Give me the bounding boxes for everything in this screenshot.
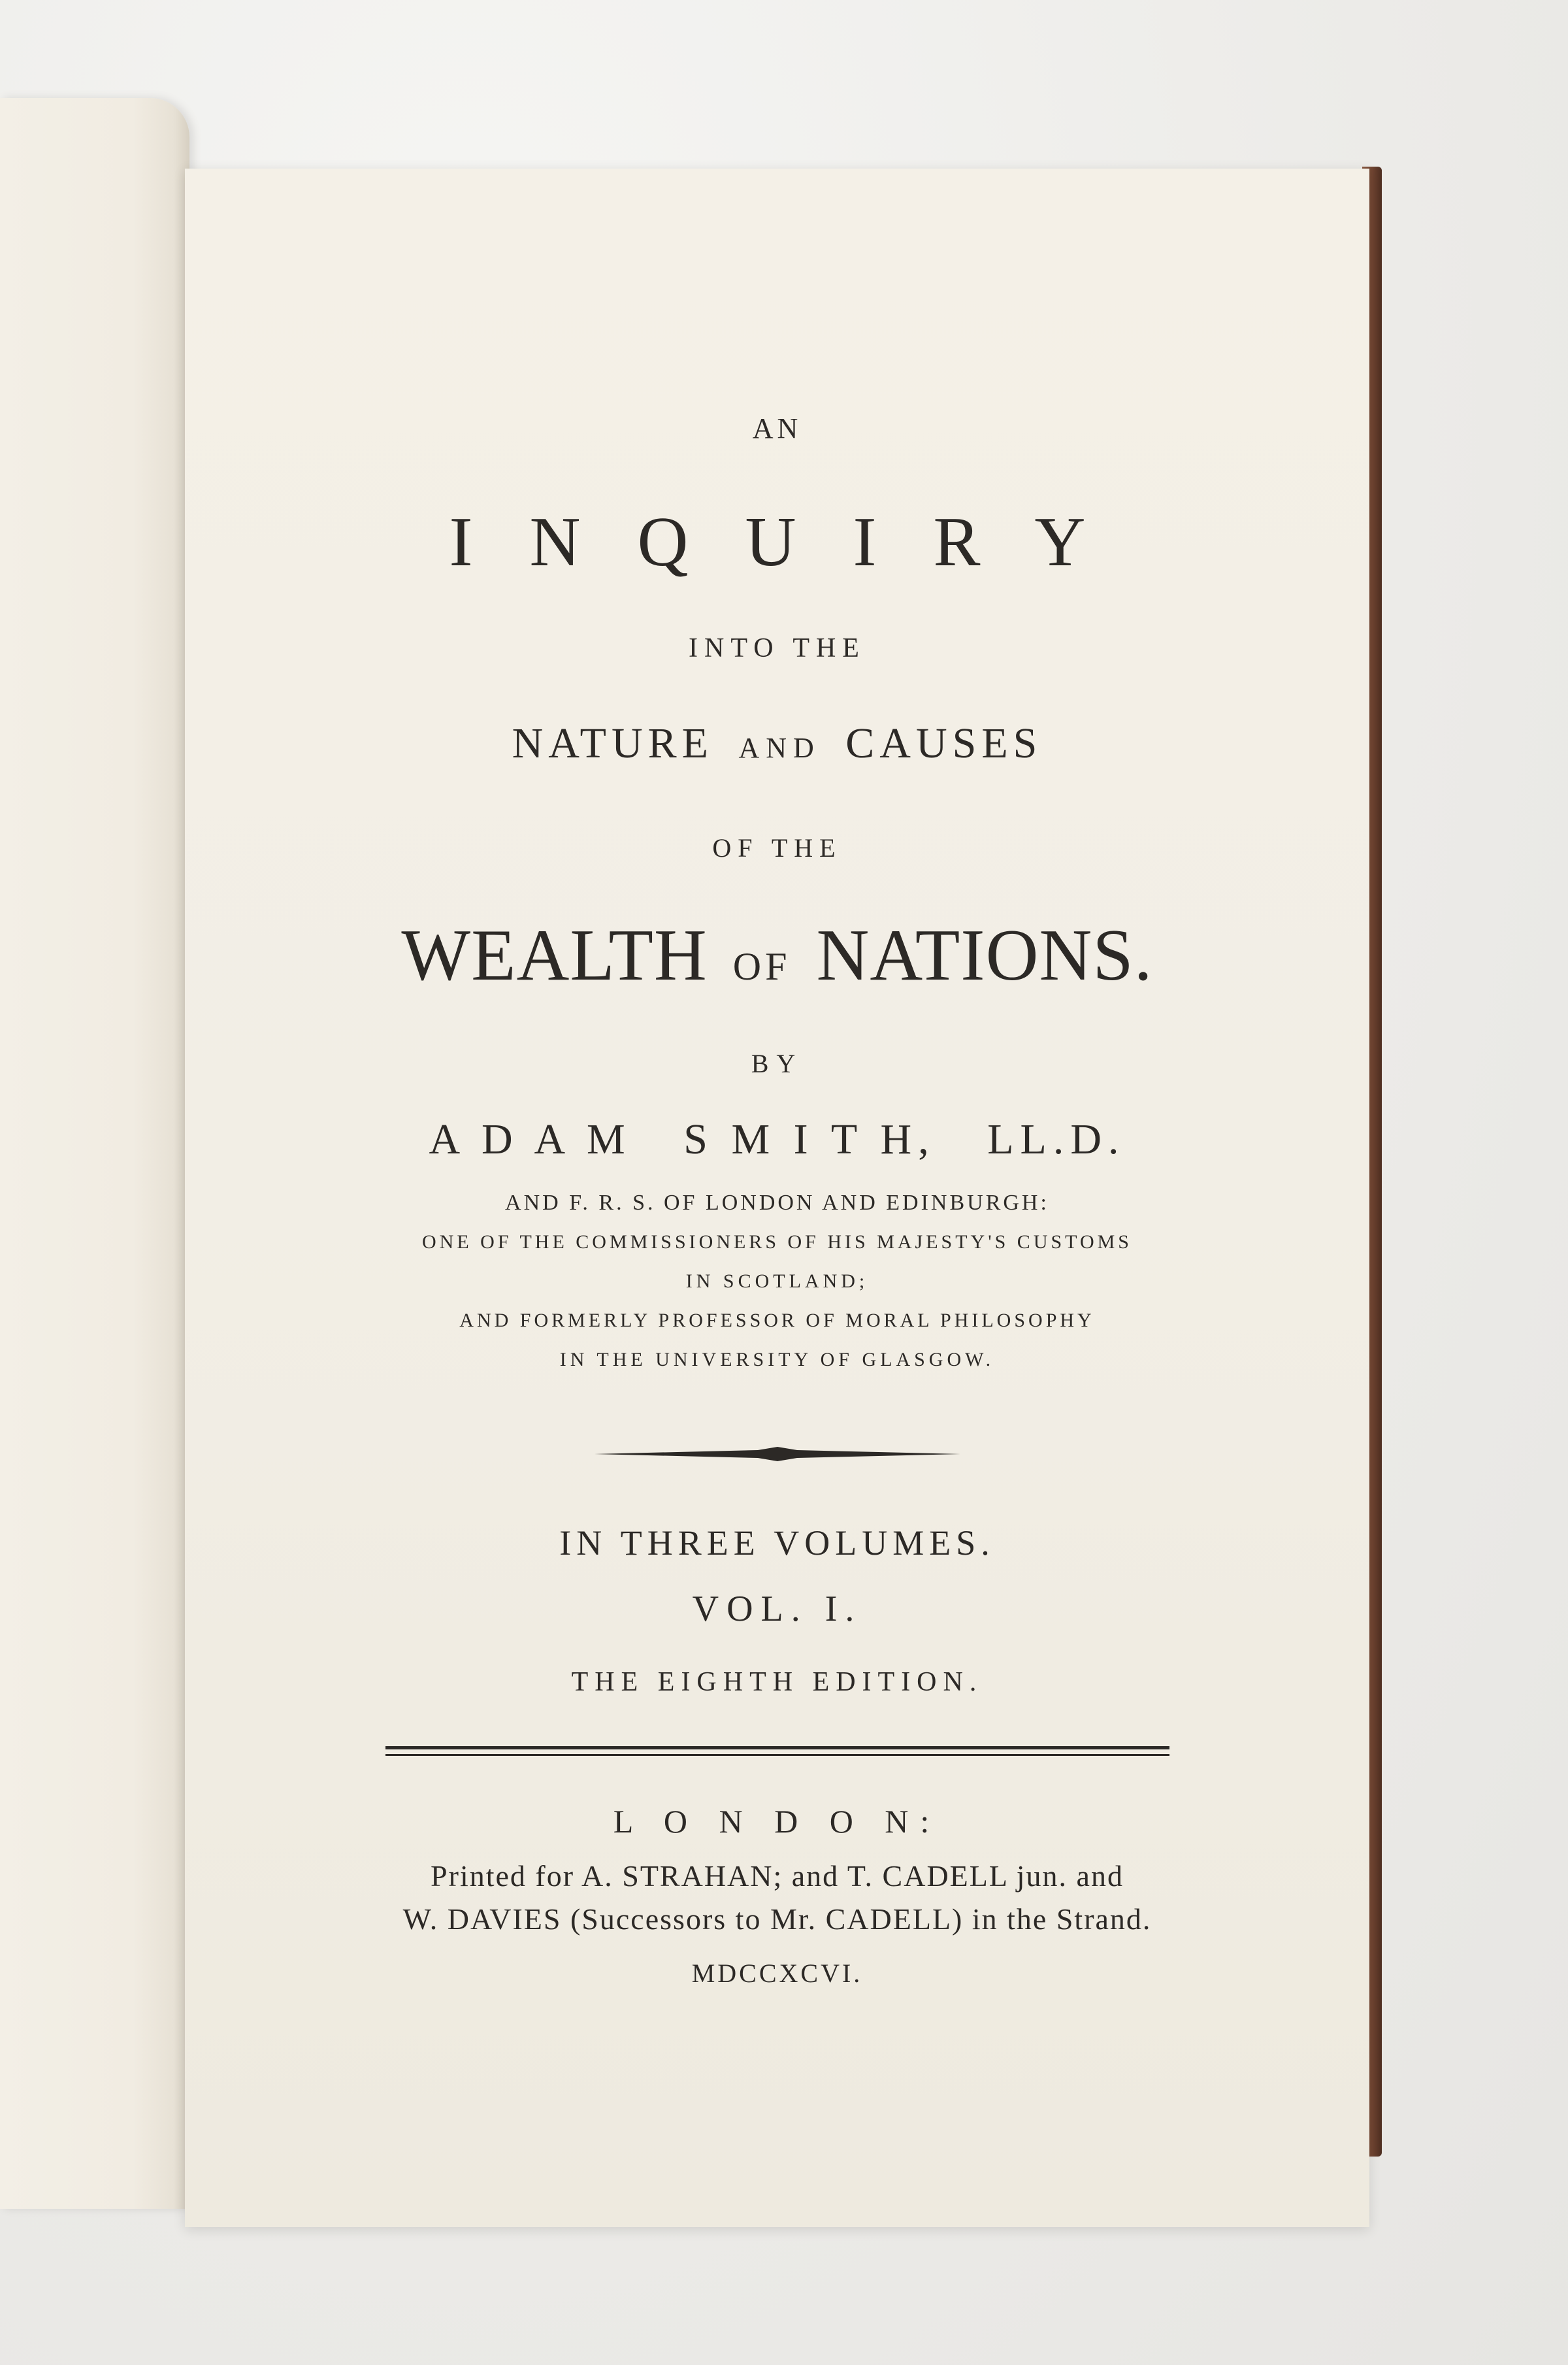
- title-nature: NATURE: [512, 719, 713, 767]
- title-causes: CAUSES: [845, 719, 1043, 767]
- imprint-year: MDCCXCVI.: [691, 1959, 863, 1988]
- title-wealth-of-nations: [185, 914, 1369, 998]
- author-credential-3: IN SCOTLAND;: [685, 1270, 869, 1292]
- title-page: [185, 169, 1369, 2227]
- title-nature-and-causes: [185, 719, 1369, 769]
- imprint-city: L O N D O N:: [613, 1803, 941, 1840]
- title-and: AND: [738, 732, 821, 764]
- title-nations: NATIONS.: [816, 915, 1153, 996]
- ornamental-rule: [595, 1444, 960, 1464]
- author-credential-5: IN THE UNIVERSITY OF GLASGOW.: [559, 1349, 995, 1370]
- imprint-printers-1: Printed for A. STRAHAN; and T. CADELL jun. and: [431, 1859, 1124, 1893]
- double-rule: [385, 1742, 1169, 1762]
- title-into-the: INTO THE: [689, 633, 866, 663]
- volume-number: VOL. I.: [692, 1589, 862, 1629]
- author-name: A D A M S M I T H, LL.D.: [429, 1116, 1126, 1163]
- author-credential-4: AND FORMERLY PROFESSOR OF MORAL PHILOSOPHY: [459, 1310, 1095, 1331]
- author-credential-1: AND F. R. S. OF LONDON AND EDINBURGH:: [505, 1191, 1049, 1215]
- imprint-printers-2: W. DAVIES (Successors to Mr. CADELL) in the Strand.: [402, 1902, 1152, 1936]
- volumes-line: IN THREE VOLUMES.: [559, 1523, 995, 1563]
- title-by: BY: [751, 1049, 804, 1078]
- title-wealth: WEALTH: [401, 915, 708, 996]
- author-credential-2: ONE OF THE COMMISSIONERS OF HIS MAJESTY'S CUSTOMS: [422, 1231, 1132, 1253]
- title-an: AN: [752, 412, 802, 444]
- edition-line: THE EIGHTH EDITION.: [571, 1667, 983, 1697]
- title-of-the: OF THE: [712, 833, 842, 863]
- title-inquiry: I N Q U I R Y: [449, 503, 1105, 581]
- title-of: OF: [732, 945, 791, 988]
- left-page: [0, 98, 189, 2209]
